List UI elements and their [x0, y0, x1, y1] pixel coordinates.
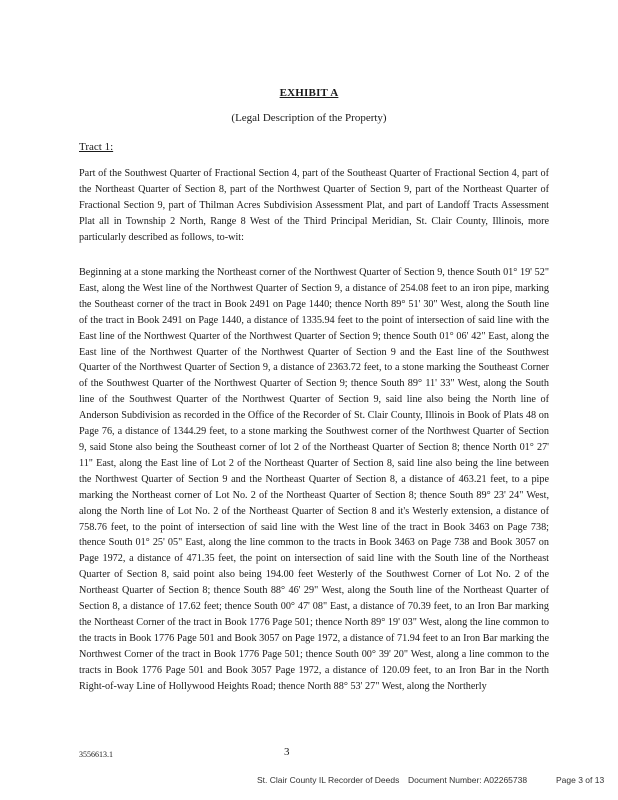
page-number: 3 [284, 746, 290, 758]
recorder-page-count: Page 3 of 13 [556, 775, 605, 785]
tract-heading: Tract 1: [79, 141, 114, 153]
exhibit-subtitle: (Legal Description of the Property) [231, 112, 387, 124]
recorder-county-stamp: St. Clair County IL Recorder of Deeds [257, 775, 400, 785]
document-id: 3556613.1 [79, 750, 113, 759]
exhibit-title: EXHIBIT A [279, 87, 339, 99]
recorder-document-number: Document Number: A02265738 [408, 775, 528, 785]
legal-description-intro: Part of the Southwest Quarter of Fractional Section 4, part of the Southeast Quarter of Fractional Section 4, part of the Northeast Quarter of Section 8, part of the Northwest Quarter of Section 9, part of the Northeast Quarter of Fractional Section 9, part of Thilman Acres Subdivision Assessment Plat, and part of Landoff Tracts Assessment Plat all in Township 2 North, Range 8 West of the Third Principal Meridian, St. Clair County, Illinois, more particularly described as follows, to-wit: [79, 168, 549, 243]
legal-description-body: Beginning at a stone marking the Northeast corner of the Northwest Quarter of Section 9, thence South 01° 19' 52" East, along the West line of the Northwest Quarter of Section 9, a distance of 254.08 feet to an iron pipe, marking the Southeast corner of the tract in Book 2491 on Page 1440; thence North 89° 51' 30" West, along the South line of the tract in Book 2491 on Page 1440, a distance of 1335.94 feet to the point of intersection of said line with the East line of the Northwest Quarter of the Northwest Quarter of Section 9; thence South 01° 06' 42" East, along the East line of the Northwest Quarter of the Northwest Quarter of Section 9 and the East line of the Southwest Quarter of the Northwest Quarter of Section 9, a distance of 2363.72 feet, to a stone marking the Southeast Corner of the Southwest Quarter of the Northwest Quarter of Section 9; thence South 89° 11' 33" West, along the South line of the Southwest Quarter of the Northwest Quarter of Section 9, said line also being the North line of Anderson Subdivision as recorded in the Office of the Recorder of St. Clair County, Illinois in Book of Plats 48 on Page 76, a distance of 1344.29 feet, to a stone marking the Southwest corner of the Northwest Quarter of Section 9, said Stone also being the Southeast corner of lot 2 of the Northeast Quarter of Section 8; thence North 01° 27' 11" East, along the East line of Lot 2 of the Northeast Quarter of Section 8, said line also being the line between the Northwest Quarter of Section 9 and the Northeast Quarter of Section 8, a distance of 463.21 feet, to a pipe marking the Northeast corner of Lot No. 2 of the Northeast Quarter of Section 8; thence South 89° 23' 24" West, along the North line of Lot No. 2 of the Northeast Quarter of Section 8 and it's Westerly extension, a distance of 758.76 feet, to the point of intersection of said line with the West line of the tract in Book 3463 on Page 738; thence South 01° 25' 05" East, along the line common to the tracts in Book 3463 on Page 738 and Book 3057 on Page 1972, a distance of 471.35 feet, the point on intersection of said line with the South line of the Northeast Quarter of Section 8, said point also being 194.00 feet Westerly of the Southwest Corner of Lot No. 2 of the Northeast Quarter of Section 8; thence South 88° 46' 29" West, along the South line of the Northeast Quarter of Section 8, a distance of 17.62 feet; thence South 00° 47' 08" East, a distance of 70.39 feet, to an Iron Bar marking the Northeast Corner of the tract in Book 1776 Page 501; thence North 89° 19' 03" West, along the line common to the tracts in Book 1776 Page 501 and Book 3057 on Page 1972, a distance of 71.94 feet to an Iron Bar marking the Northwest Corner of the tract in Book 1776 Page 501; thence South 00° 39' 20" West, along a line common to the tracts in Book 1776 Page 501 and Book 3057 Page 1972, a distance of 120.09 feet, to an Iron Bar in the North Right-of-way Line of Hollywood Heights Road; thence North 88° 53' 27" West, along the Northerly [79, 267, 549, 692]
